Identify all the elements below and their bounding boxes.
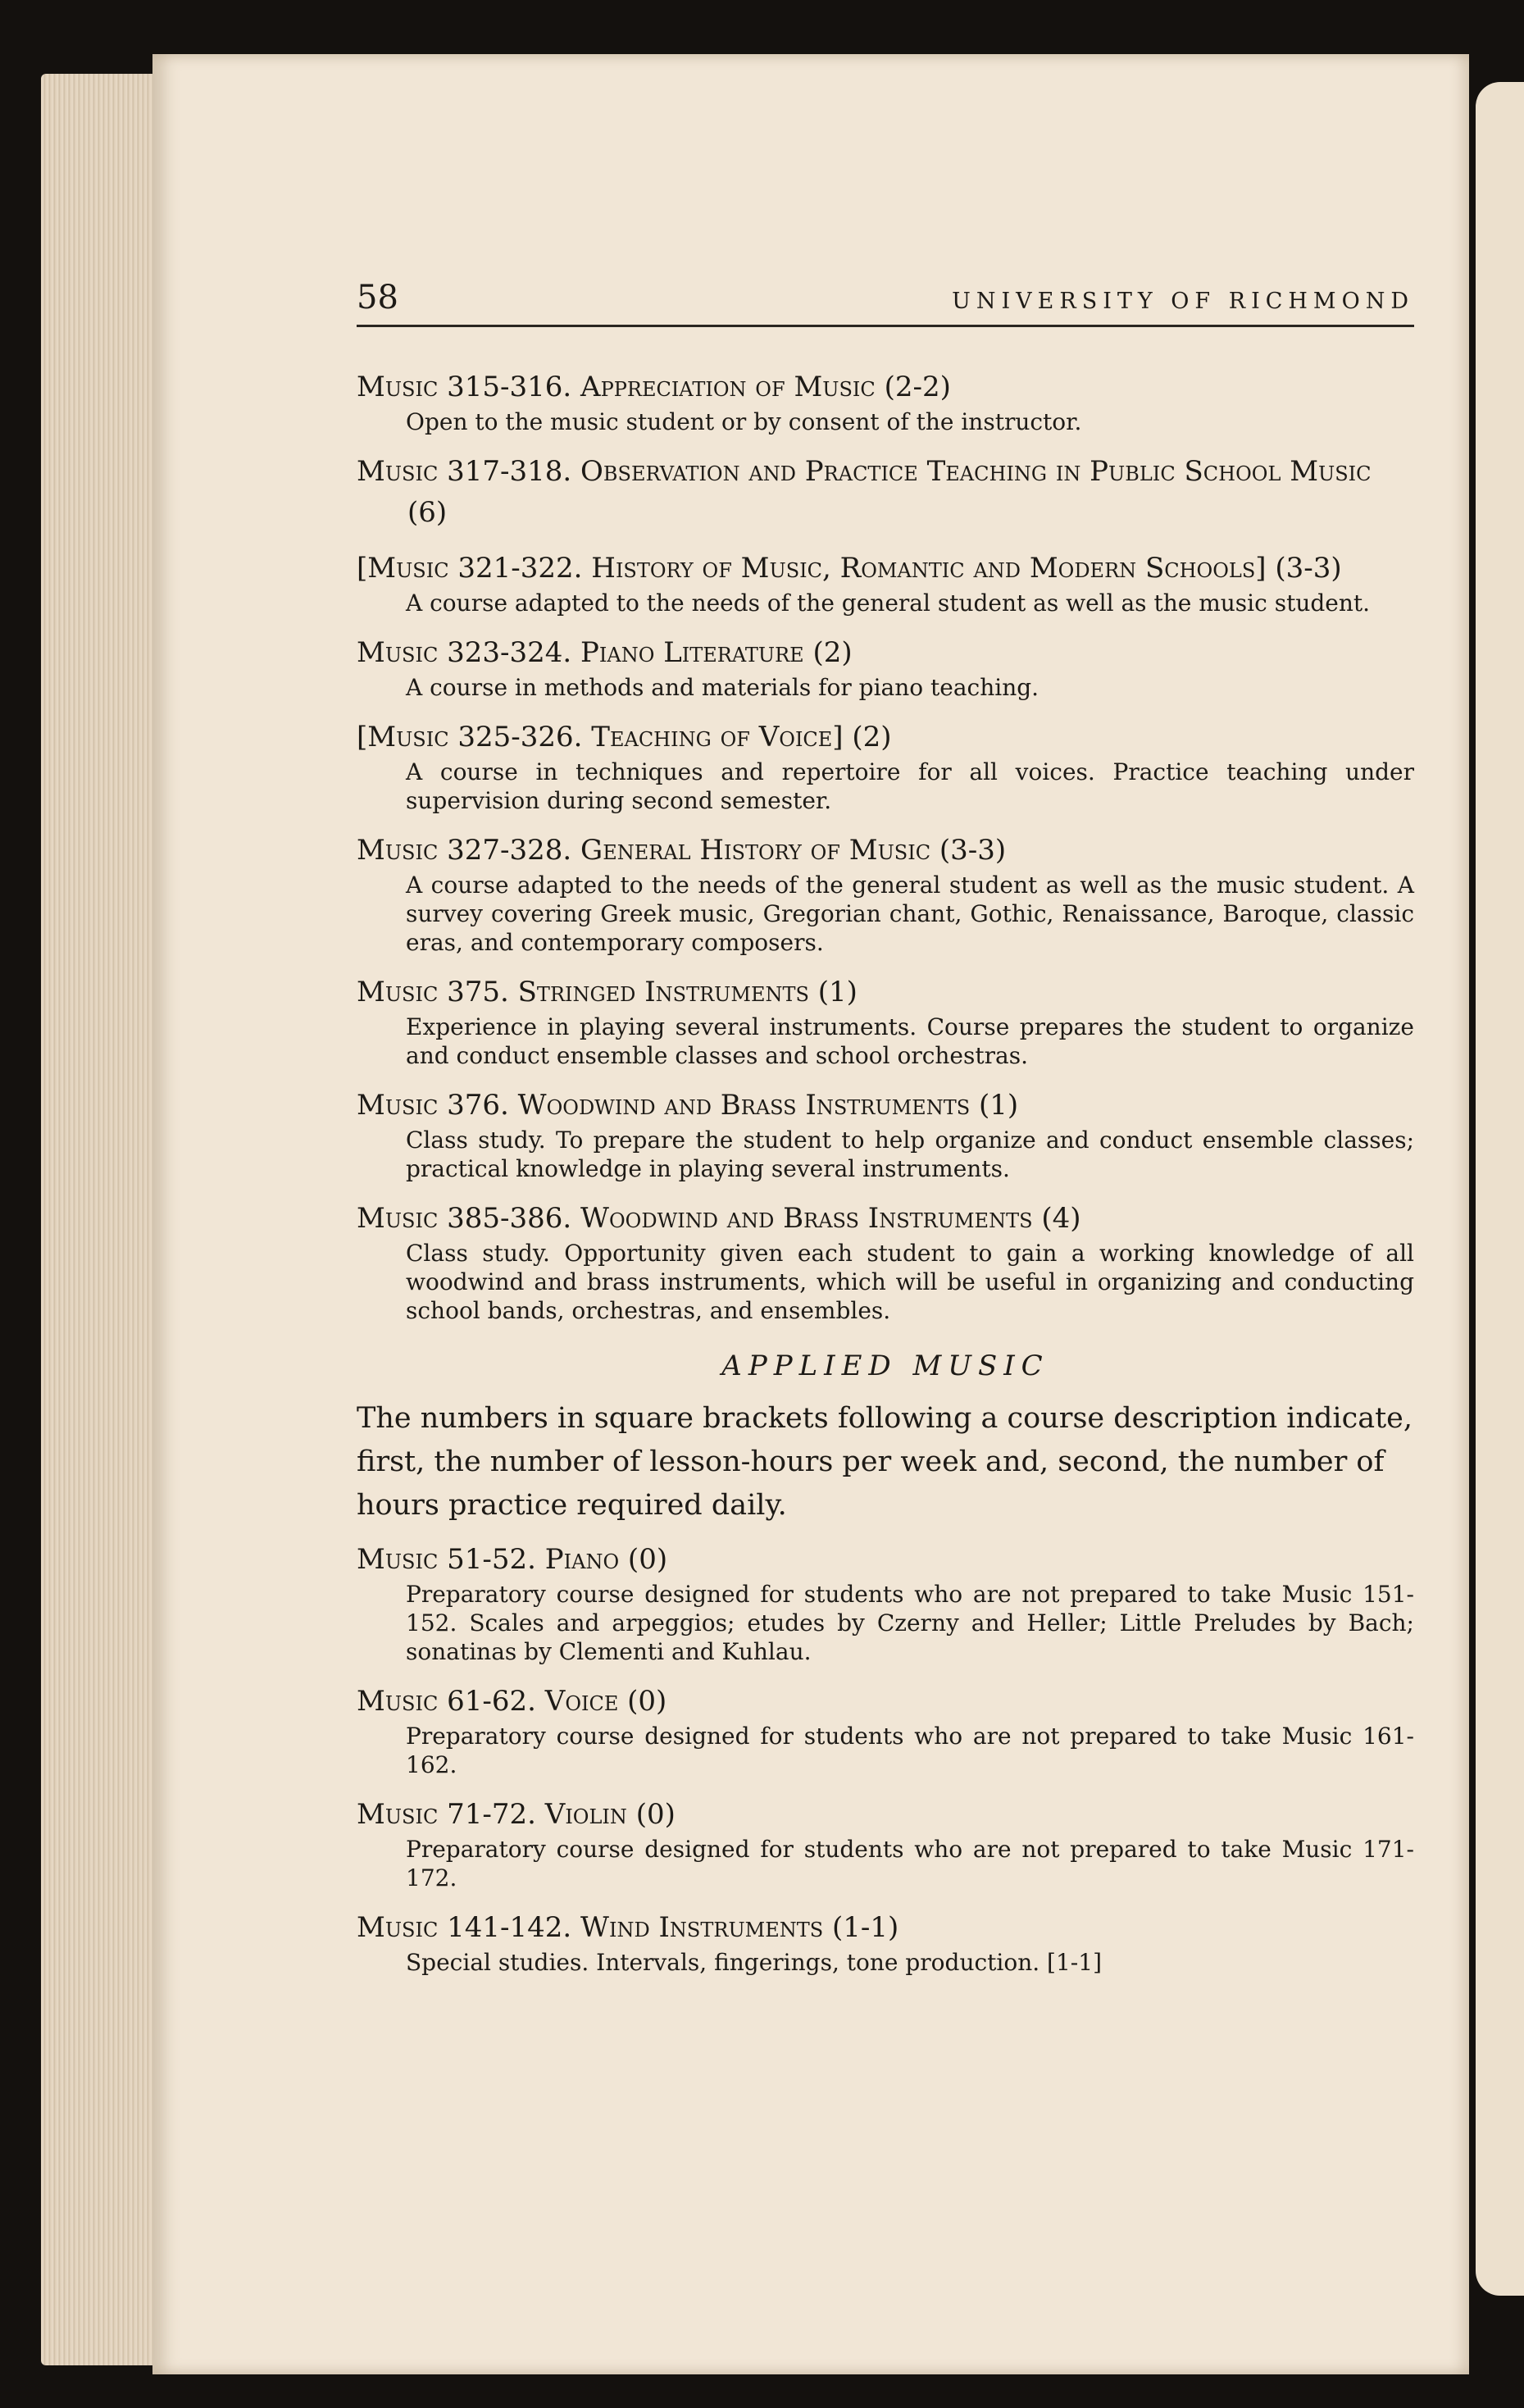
course-title: Music 61-62. Voice (0) xyxy=(357,1685,667,1718)
course-list-upper xyxy=(357,366,1414,1325)
course-description: Preparatory course designed for students who are not prepared to take Music 171-172. xyxy=(406,1836,1414,1891)
course-list-lower xyxy=(357,1539,1414,1977)
course-entry xyxy=(357,451,1414,533)
course-description: Special studies. Intervals, fingerings, tone production. [1-1] xyxy=(406,1949,1102,1976)
course-description: Open to the music student or by consent of the instructor. xyxy=(406,408,1082,435)
course-description: Experience in playing several instruments. Course prepares the student to organize and conduct ensemble classes and school orchestras. xyxy=(406,1013,1414,1069)
page-edges xyxy=(41,74,164,2365)
course-entry xyxy=(357,1198,1414,1325)
course-title: Music 315-316. Appreciation of Music (2-2) xyxy=(357,371,951,403)
course-entry xyxy=(357,717,1414,815)
course-title: [Music 321-322. History of Music, Romantic and Modern Schools] (3-3) xyxy=(357,552,1342,585)
course-description: A course in methods and materials for piano teaching. xyxy=(406,674,1040,701)
section-intro: The numbers in square brackets following a course description indicate, first, the number of lesson-hours per week and, second, the number of hours practice required daily. xyxy=(357,1402,1413,1522)
next-page-edge xyxy=(1476,82,1524,2296)
course-entry xyxy=(357,1539,1414,1666)
course-description: Preparatory course designed for students who are not prepared to take Music 161-162. xyxy=(406,1723,1414,1778)
course-entry xyxy=(357,1085,1414,1183)
section-heading: APPLIED MUSIC xyxy=(721,1350,1049,1382)
course-description: A course adapted to the needs of the general student as well as the music student. A survey covering Greek music, Gregorian chant, Gothic, Renaissance, Baroque, classic eras, and contemporary composers. xyxy=(406,872,1414,956)
course-entry xyxy=(357,1907,1414,1977)
course-description: A course adapted to the needs of the general student as well as the music student. xyxy=(406,589,1371,617)
course-description: Class study. Opportunity given each student to gain a working knowledge of all woodwind and brass instruments, which will be useful in organizing and conducting school bands, orchestras, and ensembles. xyxy=(406,1240,1414,1324)
course-description: A course in techniques and repertoire for all voices. Practice teaching under supervision during second semester. xyxy=(406,758,1414,814)
course-title: Music 317-318. Observation and Practice Teaching in Public School Music (6) xyxy=(357,455,1372,529)
course-title: Music 71-72. Violin (0) xyxy=(357,1798,676,1831)
course-title: Music 141-142. Wind Instruments (1-1) xyxy=(357,1911,899,1944)
course-entry xyxy=(357,366,1414,436)
course-entry xyxy=(357,632,1414,702)
course-entry xyxy=(357,830,1414,957)
course-entry xyxy=(357,1794,1414,1892)
course-title: Music 323-324. Piano Literature (2) xyxy=(357,636,853,669)
course-title: Music 376. Woodwind and Brass Instruments (1) xyxy=(357,1089,1019,1122)
course-title: Music 51-52. Piano (0) xyxy=(357,1543,668,1576)
page-content xyxy=(357,277,1414,1991)
page-number: 58 xyxy=(357,279,398,316)
course-description: Preparatory course designed for students who are not prepared to take Music 151-152. Scales and arpeggios; etudes by Czerny and Heller; Little Preludes by Bach; sonatinas by Clementi and Kuhlau. xyxy=(406,1581,1414,1665)
course-entry xyxy=(357,972,1414,1070)
course-title: Music 375. Stringed Instruments (1) xyxy=(357,976,858,1008)
page-header xyxy=(357,277,1414,327)
course-title: Music 385-386. Woodwind and Brass Instruments (4) xyxy=(357,1202,1081,1235)
course-title: Music 327-328. General History of Music (3-3) xyxy=(357,834,1007,867)
course-title: [Music 325-326. Teaching of Voice] (2) xyxy=(357,721,892,753)
running-head: UNIVERSITY OF RICHMOND xyxy=(952,289,1414,314)
course-entry xyxy=(357,1681,1414,1779)
course-entry xyxy=(357,548,1414,617)
course-description: Class study. To prepare the student to help organize and conduct ensemble classes; practical knowledge in playing several instruments. xyxy=(406,1127,1414,1182)
